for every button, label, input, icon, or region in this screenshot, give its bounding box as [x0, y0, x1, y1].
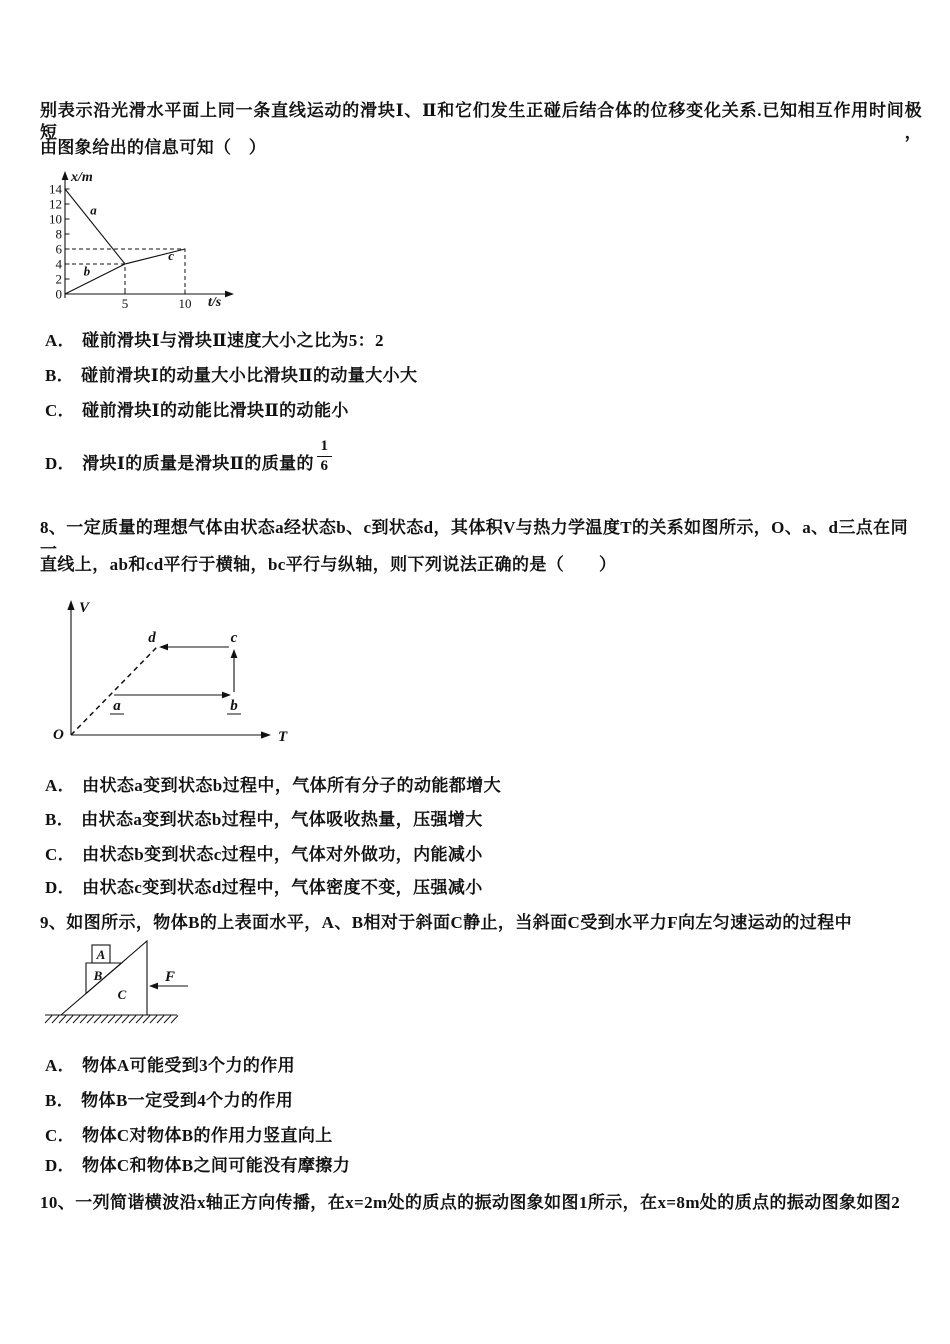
- hatch-stroke: [45, 1016, 52, 1024]
- option-text: 碰前滑块Ⅰ与滑块Ⅱ速度大小之比为5：2: [82, 331, 384, 350]
- block-b-label: B: [93, 968, 103, 983]
- x-axis-arrow-icon: [225, 291, 234, 298]
- incline-c-label: C: [117, 987, 127, 1002]
- arrow-up-icon: [231, 649, 238, 658]
- hatch-stroke: [108, 1016, 115, 1024]
- y-ticks: [49, 182, 70, 302]
- hatch-stroke: [73, 1016, 80, 1024]
- hatch-stroke: [80, 1016, 87, 1024]
- q8-intro-line-1: 8、一定质量的理想气体由状态a经状态b、c到状态d，其体积V与热力学温度T的关系如图所示，O、a、d三点在同一: [40, 518, 908, 559]
- point-a-label: a: [113, 698, 121, 714]
- point-b-label: b: [230, 698, 238, 714]
- q8-option-c: [45, 844, 483, 866]
- q8-intro-line-2: 直线上，ab和cd平行于横轴，bc平行与纵轴，则下列说法正确的是（ ）: [40, 555, 617, 574]
- hatch-stroke: [115, 1016, 122, 1024]
- x-axis-label: t/s: [208, 295, 222, 310]
- hatch-stroke: [94, 1016, 101, 1024]
- series-label-b: b: [83, 263, 91, 279]
- q7-position-time-graph: [40, 168, 250, 312]
- option-text: 碰前滑块Ⅰ的动量大小比滑块Ⅱ的动量大小大: [81, 366, 418, 385]
- q9-option-c: [45, 1125, 333, 1147]
- hatch-stroke: [136, 1016, 143, 1024]
- hatch-stroke: [101, 1016, 108, 1024]
- option-text: 物体C和物体B之间可能没有摩擦力: [82, 1156, 351, 1175]
- x-tick-label: 10: [178, 296, 192, 311]
- block-b: [86, 963, 122, 994]
- option-letter: B．: [45, 1091, 75, 1110]
- option-letter: D．: [45, 878, 76, 897]
- option-text: 由状态b变到状态c过程中，气体对外做功，内能减小: [82, 845, 483, 864]
- arrow-left-icon: [149, 983, 158, 990]
- hatch-stroke: [157, 1016, 164, 1024]
- y-tick-label: 4: [55, 256, 62, 272]
- option-letter: A．: [45, 776, 76, 795]
- block-a-label: A: [96, 947, 106, 962]
- option-text: 由状态a变到状态b过程中，气体吸收热量，压强增大: [81, 810, 483, 829]
- q9-option-a: [45, 1055, 295, 1077]
- option-text: 由状态c变到状态d过程中，气体密度不变，压强减小: [82, 878, 483, 897]
- q9-option-b: [45, 1090, 293, 1112]
- q10-intro-line-1: 10、一列简谐横波沿x轴正方向传播，在x=2m处的质点的振动图象如图1所示，在x=8m处的质点的振动图象如图2: [40, 1193, 901, 1212]
- y-tick-label: 0: [55, 286, 62, 302]
- hatch-stroke: [122, 1016, 129, 1024]
- option-letter: D．: [45, 454, 76, 473]
- hatch-stroke: [143, 1016, 150, 1024]
- y-tick-label: 6: [55, 241, 62, 257]
- hatch-stroke: [164, 1016, 171, 1024]
- q7-option-b: [45, 365, 417, 387]
- option-letter: A．: [45, 331, 76, 350]
- t-axis-label: T: [278, 729, 288, 745]
- x-ticks: [122, 290, 192, 312]
- series-label-c: c: [168, 247, 174, 263]
- hatch-stroke: [150, 1016, 157, 1024]
- v-axis-label: V: [79, 600, 90, 616]
- option-letter: D．: [45, 1156, 76, 1175]
- q7-option-a: [45, 330, 384, 352]
- dashed-oad-line: [71, 647, 157, 735]
- hatch-stroke: [52, 1016, 59, 1024]
- option-letter: B．: [45, 366, 75, 385]
- hatch-stroke: [59, 1016, 66, 1024]
- y-tick-label: 12: [49, 196, 62, 212]
- option-text: 滑块Ⅰ的质量是滑块Ⅱ的质量的: [82, 454, 314, 473]
- point-d-label: d: [148, 630, 156, 646]
- q8-option-b: [45, 809, 483, 831]
- y-tick-label: 14: [49, 181, 62, 197]
- t-axis-arrow-icon: [261, 731, 271, 738]
- series-line-c: [125, 249, 185, 264]
- hatch-stroke: [129, 1016, 136, 1024]
- series-line-b: [65, 264, 125, 294]
- q8-volume-temperature-diagram: [40, 595, 302, 771]
- origin-label: O: [53, 727, 64, 743]
- option-text: 由状态a变到状态b过程中，气体所有分子的动能都增大: [82, 776, 502, 795]
- point-c-label: c: [230, 630, 238, 646]
- series-line-a: [65, 189, 125, 264]
- fraction-denominator: 6: [320, 458, 329, 474]
- option-text: 物体B一定受到4个力的作用: [81, 1091, 294, 1110]
- option-letter: C．: [45, 401, 76, 420]
- data-series: [65, 189, 185, 294]
- option-letter: A．: [45, 1056, 76, 1075]
- option-text: 碰前滑块Ⅰ的动能比滑块Ⅱ的动能小: [82, 401, 349, 420]
- option-letter: C．: [45, 845, 76, 864]
- hatch-stroke: [171, 1016, 178, 1024]
- fraction-one-sixth: [317, 438, 332, 475]
- y-tick-label: 10: [49, 211, 62, 227]
- q7-intro-line-2: 由图象给出的信息可知（ ）: [40, 138, 267, 157]
- q8-option-a: [45, 775, 501, 797]
- hatch-stroke: [66, 1016, 73, 1024]
- y-tick-label: 2: [55, 271, 62, 287]
- hatch-stroke: [87, 1016, 94, 1024]
- ground-hatching: [45, 1016, 178, 1024]
- y-axis-arrow-icon: [62, 171, 69, 180]
- q9-incline-diagram: [40, 938, 240, 1030]
- x-tick-label: 5: [121, 296, 129, 311]
- option-letter: B．: [45, 810, 75, 829]
- q7-option-c: [45, 400, 349, 422]
- option-letter: C．: [45, 1126, 76, 1145]
- q9-option-d: [45, 1155, 350, 1177]
- q9-intro-line-1: 9、如图所示，物体B的上表面水平，A、B相对于斜面C静止，当斜面C受到水平力F向左匀速运动的过程中: [40, 913, 852, 932]
- option-text: 物体A可能受到3个力的作用: [82, 1056, 296, 1075]
- q8-option-d: [45, 877, 483, 899]
- q7-option-d: [45, 433, 332, 475]
- v-axis-arrow-icon: [67, 600, 74, 610]
- fraction-bar: [317, 456, 332, 457]
- arrow-left-icon: [159, 644, 168, 651]
- y-axis-label: x/m: [71, 170, 93, 185]
- option-text: 物体C对物体B的作用力竖直向上: [82, 1126, 333, 1145]
- force-f-label: F: [164, 969, 176, 985]
- series-label-a: a: [90, 202, 97, 218]
- fraction-numerator: 1: [320, 438, 329, 454]
- y-tick-label: 8: [55, 226, 62, 242]
- q7-intro-line-1: 别表示沿光滑水平面上同一条直线运动的滑块Ⅰ、Ⅱ和它们发生正碰后结合体的位移变化关系.已知相互作用时间极短，: [40, 101, 922, 142]
